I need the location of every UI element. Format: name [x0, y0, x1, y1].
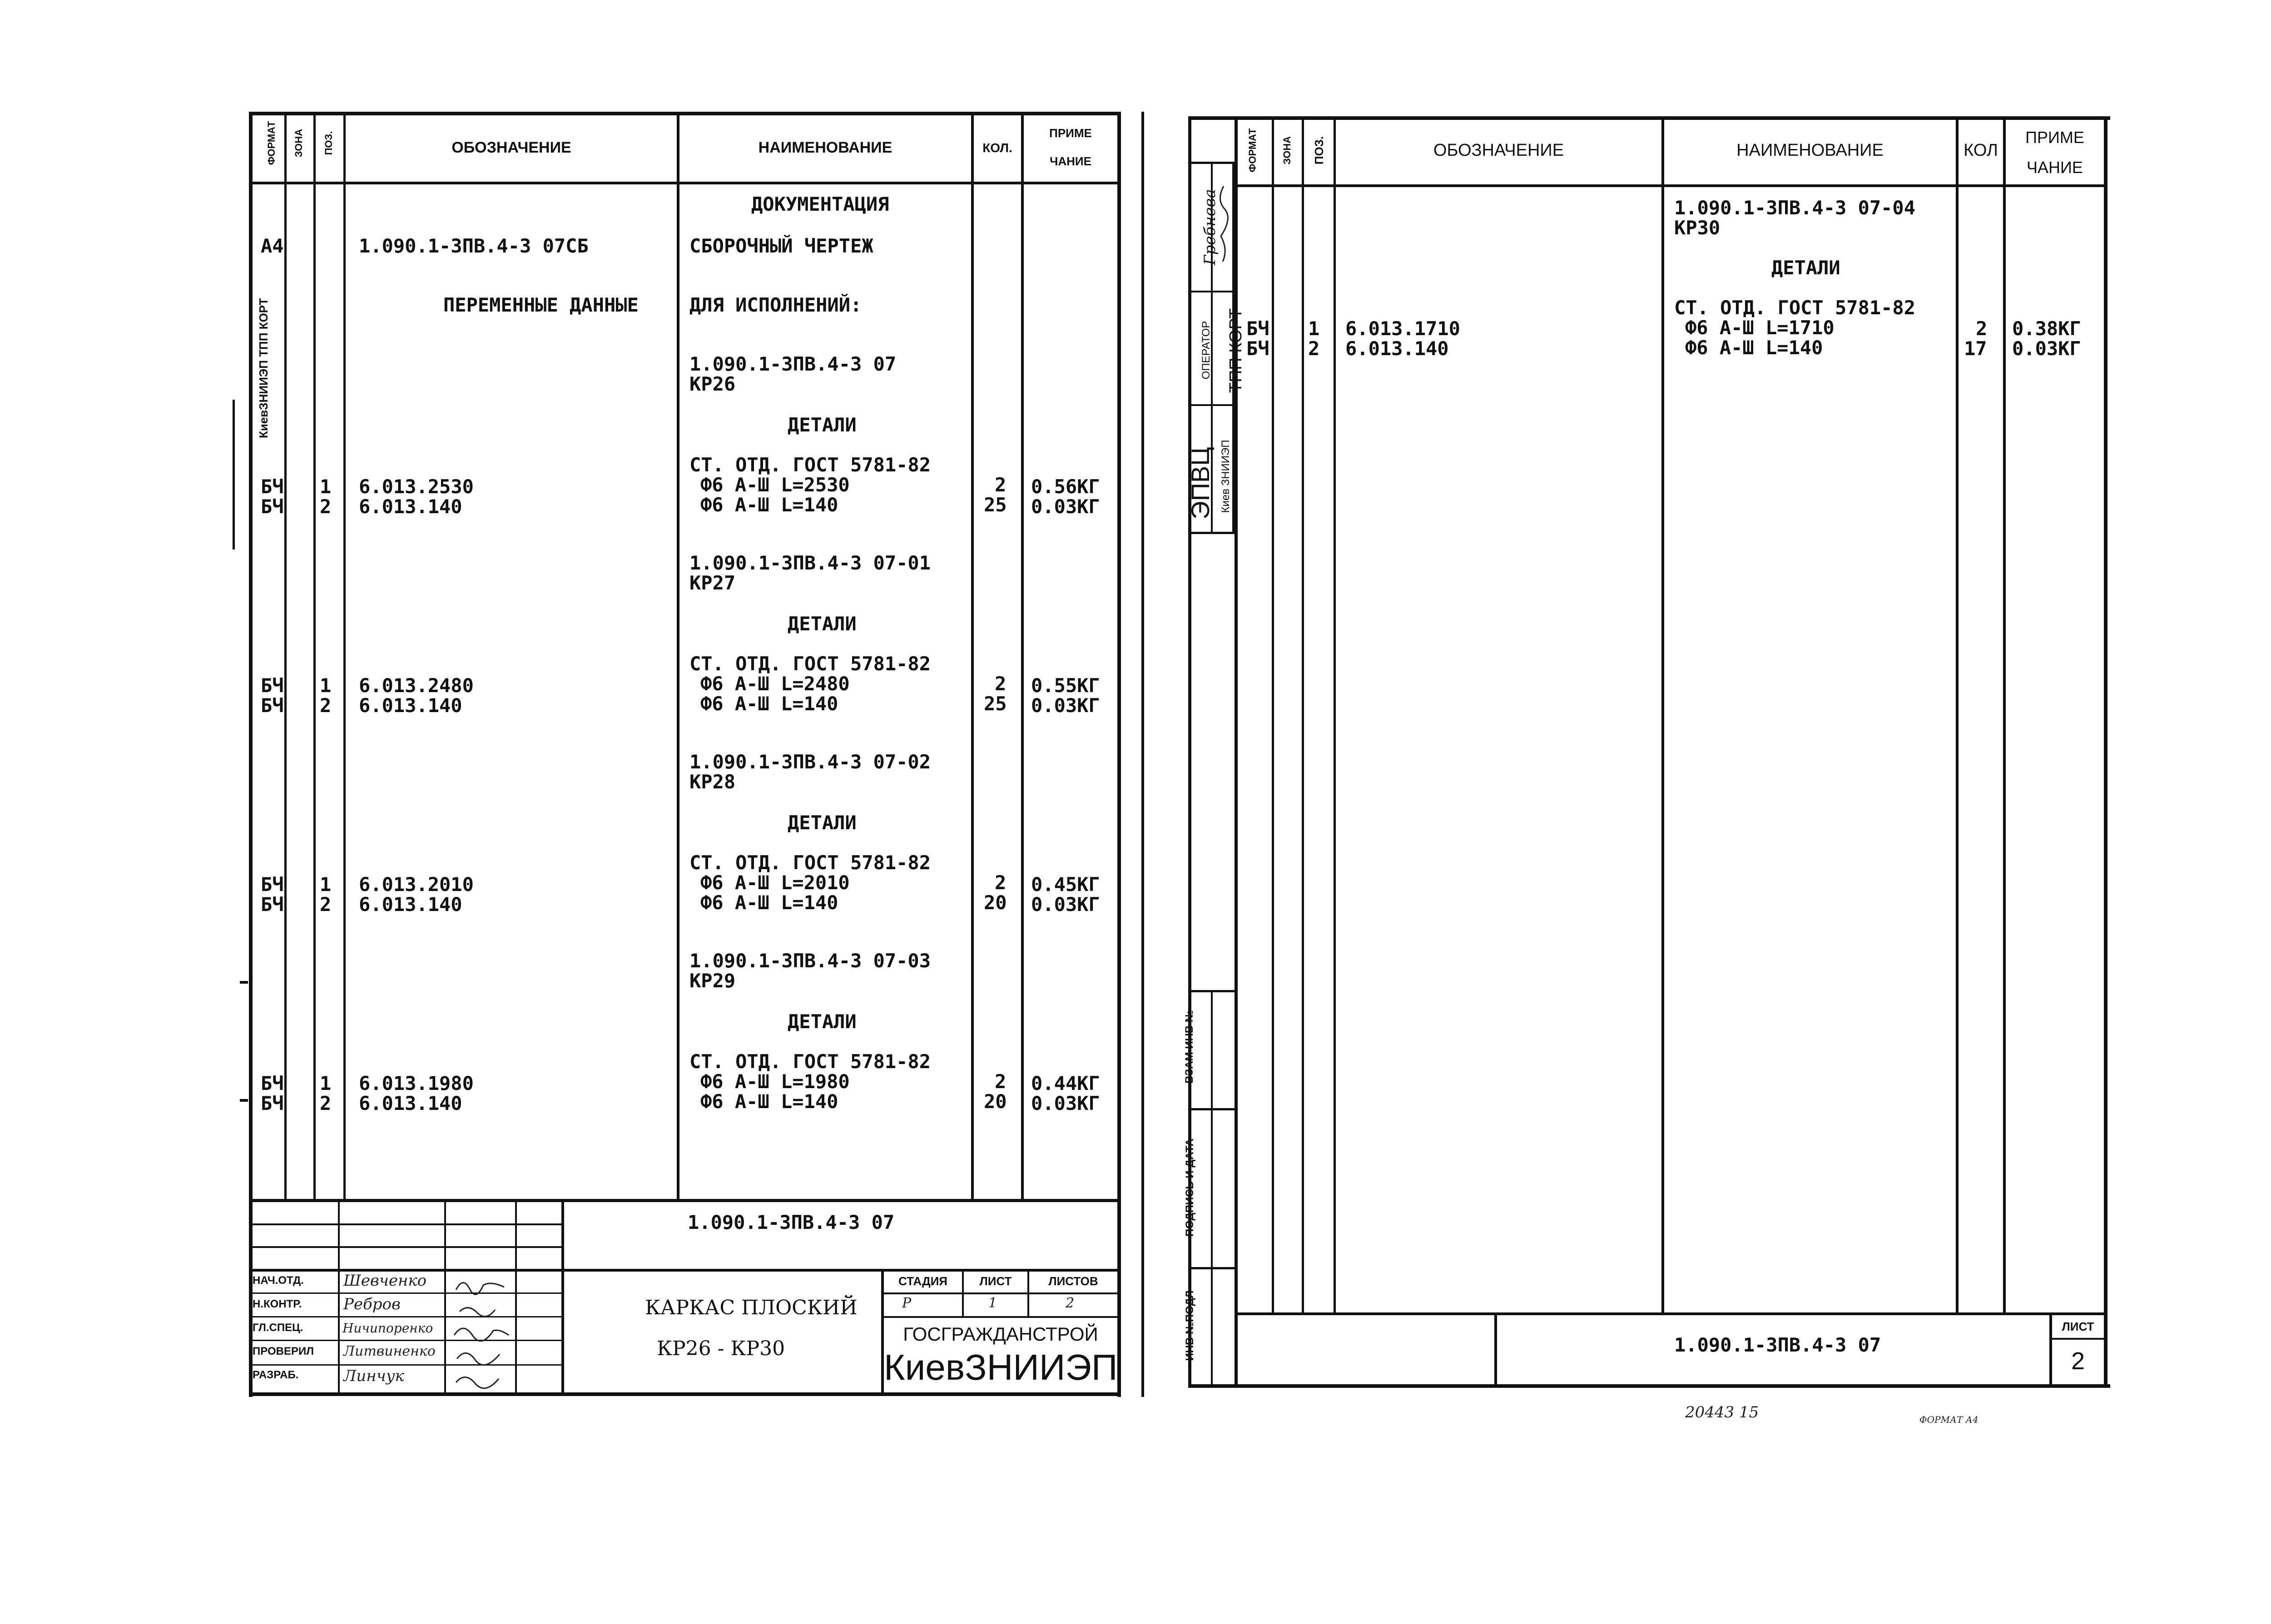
- right-row-qty: 17: [1964, 337, 1987, 360]
- row-designation: 6.013.1980: [359, 1072, 474, 1094]
- right-doc-code: 1.090.1-3ПВ.4-3 07: [1674, 1334, 1881, 1356]
- row-designation: 6.013.2480: [359, 674, 474, 697]
- left-frame-right: [1117, 112, 1121, 1397]
- row-format: БЧ: [261, 1092, 284, 1114]
- left-header-divider: [249, 182, 1121, 184]
- margin-col: [1211, 990, 1213, 1385]
- title-block-line: [881, 1316, 1117, 1318]
- right-row-format: БЧ: [1246, 337, 1269, 360]
- left-col-line: [971, 112, 974, 1202]
- group-details: ДЕТАЛИ: [788, 812, 857, 834]
- row-format: БЧ: [261, 893, 284, 916]
- row-pos: 1: [320, 475, 332, 498]
- variable-data: ПЕРЕМЕННЫЕ ДАННЫЕ: [443, 294, 639, 316]
- epvc-operator: ОПЕРАТОР: [1200, 321, 1212, 380]
- row-name: Ф6 А-Ш L=1980: [700, 1070, 850, 1093]
- right-row-name: Ф6 А-Ш L=1710: [1685, 317, 1835, 339]
- row-pos: 1: [320, 873, 332, 896]
- title-doc-code: 1.090.1-3ПВ.4-3 07: [688, 1211, 895, 1233]
- row-pos: 2: [320, 893, 332, 916]
- row-pos: 1: [320, 674, 332, 697]
- row-designation: 6.013.140: [359, 495, 462, 518]
- right-title-line: [2049, 1338, 2106, 1340]
- left-outer-edge: [1141, 112, 1144, 1397]
- group-details: ДЕТАЛИ: [788, 1010, 857, 1033]
- footer-format-mark: ФОРМАТ А4: [1919, 1414, 1978, 1425]
- group-mark: КР27: [689, 572, 736, 594]
- header-note-right-1: ПРИМЕ: [2025, 128, 2084, 147]
- right-col-line: [1334, 116, 1336, 1315]
- name-control: Ребров: [343, 1295, 401, 1313]
- name-chief: Ничипоренко: [342, 1321, 433, 1336]
- right-title-col: [1494, 1312, 1497, 1386]
- row-pos: 1: [320, 1072, 332, 1094]
- row-note: 0.03КГ: [1031, 893, 1100, 916]
- right-group-mark: КР30: [1674, 217, 1721, 239]
- header-qty: КОЛ.: [982, 141, 1012, 155]
- role-head: НАЧ.ОТД.: [253, 1274, 304, 1287]
- org-institute: КиевЗНИИЭП: [884, 1347, 1118, 1387]
- group-details: ДЕТАЛИ: [788, 414, 857, 436]
- row-name: Ф6 А-Ш L=140: [700, 1090, 838, 1113]
- for-versions: ДЛЯ ИСПОЛНЕНИЙ:: [689, 294, 862, 316]
- row-qty: 20: [984, 1090, 1007, 1113]
- right-row-pos: 1: [1308, 317, 1320, 340]
- title-block-line: [881, 1292, 1117, 1294]
- header-qty-right: КОЛ: [1964, 141, 1998, 160]
- row-note: 0.55КГ: [1031, 674, 1100, 697]
- right-group-standard: СТ. ОТД. ГОСТ 5781-82: [1674, 297, 1916, 319]
- sheet-value: 1: [988, 1295, 997, 1311]
- group-standard: СТ. ОТД. ГОСТ 5781-82: [689, 852, 931, 874]
- group-standard: СТ. ОТД. ГОСТ 5781-82: [689, 454, 931, 476]
- role-developer: РАЗРАБ.: [253, 1369, 299, 1381]
- footer-mark: 20443 15: [1685, 1403, 1759, 1421]
- sheet-header: ЛИСТ: [979, 1274, 1012, 1288]
- right-frame-bottom: [1188, 1384, 2110, 1388]
- role-chief: ГЛ.СПЕЦ.: [253, 1322, 303, 1334]
- right-frame-right: [2104, 116, 2107, 1388]
- left-edge-stamp: КиевЗНИИЭП ТПП КОРТ: [257, 298, 270, 438]
- header-zone-right: ЗОНА: [1281, 136, 1293, 165]
- left-col-line: [313, 112, 316, 1202]
- right-row-qty: 2: [1976, 317, 1988, 340]
- left-tick: [240, 981, 248, 984]
- row-qty: 2: [995, 871, 1007, 894]
- right-row-note: 0.03КГ: [2012, 337, 2081, 360]
- right-row-pos: 2: [1308, 337, 1320, 360]
- row-name: Ф6 А-Ш L=140: [700, 693, 838, 715]
- left-frame-top: [249, 112, 1121, 115]
- right-header-divider: [1235, 184, 2107, 187]
- row-format: БЧ: [261, 495, 284, 518]
- row-note: 0.03КГ: [1031, 495, 1100, 518]
- header-format: ФОРМАТ: [266, 121, 277, 165]
- row-qty: 25: [984, 693, 1007, 715]
- label-sign-date: ПОДПИСЬ И ДАТА: [1184, 1138, 1196, 1237]
- right-col-line: [1956, 116, 1959, 1315]
- epvc-stamp-divider: [1189, 291, 1235, 292]
- row-note: 0.44КГ: [1031, 1072, 1100, 1094]
- header-designation: ОБОЗНАЧЕНИЕ: [451, 139, 571, 156]
- header-zone: ЗОНА: [293, 129, 304, 158]
- group-standard: СТ. ОТД. ГОСТ 5781-82: [689, 653, 931, 675]
- row-qty: 2: [995, 474, 1007, 496]
- doc-format: А4: [261, 235, 284, 257]
- epvc-signature: [1215, 182, 1233, 263]
- group-mark: КР26: [689, 373, 736, 395]
- left-tick: [240, 1099, 248, 1102]
- row-name: Ф6 А-Ш L=140: [700, 494, 838, 516]
- row-name: Ф6 А-Ш L=140: [700, 891, 838, 914]
- row-qty: 20: [984, 891, 1007, 914]
- group-mark: КР29: [689, 970, 736, 992]
- title-line-2: КР26 - КР30: [657, 1337, 785, 1360]
- doc-name: СБОРОЧНЫЙ ЧЕРТЕЖ: [689, 235, 873, 257]
- sheets-value: 2: [1066, 1295, 1075, 1311]
- epvc-tpp: ТПП КОРТ: [1226, 308, 1245, 393]
- doc-code: 1.090.1-3ПВ.4-3 07СБ: [359, 235, 589, 257]
- left-frame-left: [249, 112, 253, 1397]
- header-name-right: НАИМЕНОВАНИЕ: [1736, 141, 1884, 160]
- left-col-line: [1021, 112, 1024, 1202]
- title-line-1: КАРКАС ПЛОСКИЙ: [645, 1296, 858, 1319]
- row-note: 0.03КГ: [1031, 694, 1100, 717]
- right-row-name: Ф6 А-Ш L=140: [1685, 337, 1823, 359]
- title-block-col: [338, 1199, 340, 1394]
- sheets-header: ЛИСТОВ: [1048, 1274, 1098, 1288]
- left-col-line: [343, 112, 346, 1202]
- row-qty: 25: [984, 494, 1007, 516]
- row-pos: 2: [320, 495, 332, 518]
- org-ministry: ГОСГРАЖДАНСТРОЙ: [903, 1323, 1098, 1345]
- header-designation-right: ОБОЗНАЧЕНИЕ: [1433, 141, 1564, 160]
- left-frame-bottom: [249, 1392, 1121, 1396]
- header-pos: ПОЗ.: [323, 131, 334, 155]
- header-note-1: ПРИМЕ: [1049, 126, 1092, 140]
- group-mark: КР28: [689, 771, 736, 793]
- right-sheet-header: ЛИСТ: [2062, 1320, 2094, 1333]
- row-note: 0.56КГ: [1031, 475, 1100, 498]
- signatures-drawing: [450, 1272, 513, 1391]
- title-block-col: [515, 1199, 517, 1394]
- label-inv: ИНВ №ПОДЛ: [1184, 1290, 1196, 1361]
- row-name: Ф6 А-Ш L=2480: [700, 673, 850, 695]
- header-format-right: ФОРМАТ: [1247, 128, 1258, 173]
- stage-value: Р: [902, 1295, 912, 1311]
- row-note: 0.03КГ: [1031, 1092, 1100, 1114]
- title-block-col: [561, 1199, 564, 1394]
- right-group-details: ДЕТАЛИ: [1771, 257, 1840, 279]
- group-code: 1.090.1-3ПВ.4-3 07-03: [689, 950, 931, 972]
- title-block-top: [249, 1199, 1121, 1202]
- row-note: 0.45КГ: [1031, 873, 1100, 896]
- epvc-label: ЭПВЦ: [1186, 447, 1215, 520]
- right-row-format: БЧ: [1246, 317, 1269, 340]
- row-pos: 2: [320, 694, 332, 717]
- name-head: Шевченко: [343, 1272, 427, 1290]
- row-designation: 6.013.140: [359, 893, 462, 916]
- group-details: ДЕТАЛИ: [788, 613, 857, 635]
- header-note-2: ЧАНИЕ: [1050, 154, 1091, 168]
- right-row-note: 0.38КГ: [2012, 317, 2081, 340]
- role-checked: ПРОВЕРИЛ: [253, 1345, 314, 1357]
- group-code: 1.090.1-3ПВ.4-3 07-01: [689, 552, 931, 574]
- header-note-right-2: ЧАНИЕ: [2027, 158, 2083, 177]
- row-format: БЧ: [261, 694, 284, 717]
- right-title-top: [1235, 1312, 2107, 1315]
- row-designation: 6.013.2530: [359, 475, 474, 498]
- role-control: Н.КОНТР.: [253, 1298, 302, 1310]
- row-pos: 2: [320, 1092, 332, 1114]
- right-group-code: 1.090.1-3ПВ.4-3 07-04: [1674, 197, 1916, 219]
- documentation-heading: ДОКУМЕНТАЦИЯ: [751, 193, 889, 215]
- right-row-designation: 6.013.140: [1345, 337, 1449, 360]
- row-designation: 6.013.140: [359, 694, 462, 717]
- header-pos-right: ПОЗ.: [1312, 136, 1326, 165]
- right-col-line: [1272, 116, 1274, 1315]
- row-designation: 6.013.2010: [359, 873, 474, 896]
- right-col-line: [2003, 116, 2006, 1315]
- name-checked: Литвиненко: [343, 1343, 436, 1359]
- stage-header: СТАДИЯ: [898, 1274, 947, 1288]
- right-col-line: [1302, 116, 1304, 1315]
- row-format: БЧ: [261, 1072, 284, 1094]
- row-name: Ф6 А-Ш L=2530: [700, 474, 850, 496]
- row-qty: 2: [995, 673, 1007, 695]
- left-edge-mark: [233, 400, 235, 550]
- left-col-line: [284, 112, 287, 1202]
- title-block-col: [444, 1199, 446, 1394]
- epvc-person: Гребнева: [1201, 189, 1219, 265]
- name-developer: Линчук: [343, 1367, 404, 1385]
- right-row-designation: 6.013.1710: [1345, 317, 1460, 340]
- label-vzam: ВЗАМ ИНВ №: [1183, 1010, 1195, 1084]
- row-name: Ф6 А-Ш L=2010: [700, 871, 850, 894]
- row-format: БЧ: [261, 873, 284, 896]
- group-standard: СТ. ОТД. ГОСТ 5781-82: [689, 1050, 931, 1073]
- row-designation: 6.013.140: [359, 1092, 462, 1114]
- row-format: БЧ: [261, 475, 284, 498]
- right-frame-top: [1188, 116, 2110, 120]
- right-sheet-number: 2: [2071, 1347, 2085, 1375]
- left-col-line: [677, 112, 679, 1202]
- row-qty: 2: [995, 1070, 1007, 1093]
- group-code: 1.090.1-3ПВ.4-3 07: [689, 353, 897, 375]
- row-format: БЧ: [261, 674, 284, 697]
- epvc-kiev: Киев ЗНИИЭП: [1220, 440, 1232, 513]
- right-col-line: [1661, 116, 1664, 1315]
- group-code: 1.090.1-3ПВ.4-3 07-02: [689, 751, 931, 773]
- header-name: НАИМЕНОВАНИЕ: [758, 139, 893, 156]
